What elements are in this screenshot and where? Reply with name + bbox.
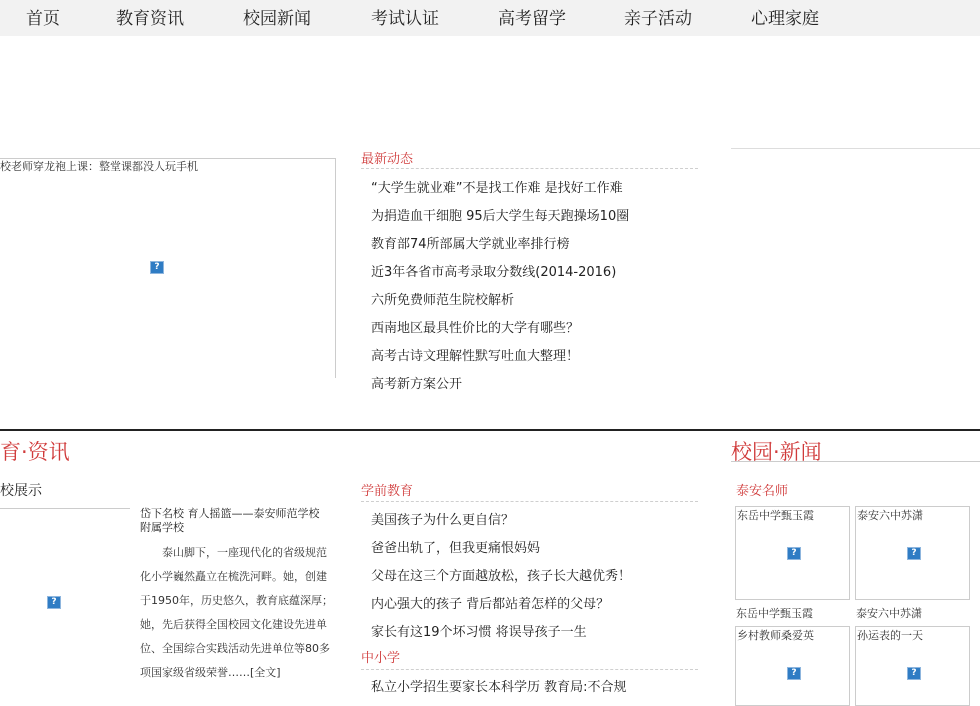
list-item[interactable]: 私立小学招生要家长本科学历 教育局:不合规	[371, 680, 627, 695]
school-showcase-title: 校展示	[0, 483, 42, 499]
latest-news-title: 最新动态	[361, 152, 414, 167]
top-nav	[0, 0, 980, 36]
primary-school-title[interactable]: 中小学	[361, 651, 401, 666]
divider	[361, 168, 698, 169]
section-divider	[0, 429, 980, 431]
broken-image-icon: ?	[907, 667, 921, 680]
list-item[interactable]: “大学生就业难”不是找工作难 是找好工作难	[371, 181, 623, 196]
teacher-photo[interactable]	[855, 626, 970, 706]
photo-caption[interactable]: 东岳中学甄玉霞	[736, 607, 813, 620]
divider	[0, 508, 130, 509]
list-item[interactable]: 美国孩子为什么更自信？	[371, 513, 515, 528]
list-item[interactable]: 为捐造血干细胞 95后大学生每天跑操场10圈	[371, 209, 630, 224]
list-item[interactable]: 六所免费师范生院校解析	[371, 293, 515, 308]
divider	[731, 148, 980, 149]
primary-school-list	[371, 674, 627, 702]
campus-news-title[interactable]: 校园·新闻	[731, 440, 822, 464]
list-item[interactable]: 高考新方案公开	[371, 377, 463, 392]
teacher-photo[interactable]	[735, 506, 850, 600]
broken-image-icon: ?	[787, 667, 801, 680]
feature-image-frame[interactable]	[0, 158, 336, 378]
list-item[interactable]: 教育部74所部属大学就业率排行榜	[371, 237, 570, 252]
photo-label: 孙运表的一天	[857, 629, 923, 642]
divider	[731, 461, 980, 462]
list-item[interactable]: 父母在这三个方面越放松，孩子长大越优秀！	[371, 569, 632, 584]
teacher-photo[interactable]	[735, 626, 850, 706]
broken-image-icon[interactable]: ?	[150, 261, 164, 274]
read-more-link[interactable]: [全文]	[250, 666, 281, 679]
list-item[interactable]: 近3年各省市高考录取分数线(2014-2016)	[371, 265, 617, 280]
nav-home[interactable]: 首页	[26, 9, 60, 29]
list-item[interactable]: 爸爸出轨了，但我更痛恨妈妈	[371, 541, 541, 556]
divider	[361, 501, 698, 502]
nav-campus-news[interactable]: 校园新闻	[243, 9, 311, 29]
list-item[interactable]: 高考古诗文理解性默写吐血大整理！	[371, 349, 580, 364]
preschool-list	[371, 507, 631, 647]
broken-image-icon: ?	[907, 547, 921, 560]
preschool-title[interactable]: 学前教育	[361, 484, 414, 499]
broken-image-icon: ?	[787, 547, 801, 560]
teacher-photo[interactable]	[855, 506, 970, 600]
divider	[361, 669, 698, 670]
photo-label: 泰安六中苏潇	[857, 509, 923, 522]
list-item[interactable]: 西南地区最具性价比的大学有哪些？	[371, 321, 580, 336]
nav-gaokao-abroad[interactable]: 高考留学	[498, 9, 566, 29]
photo-caption[interactable]: 泰安六中苏潇	[856, 607, 922, 620]
school-summary	[140, 541, 333, 685]
photo-label: 东岳中学甄玉霞	[737, 509, 814, 522]
nav-parent-child[interactable]: 亲子活动	[624, 9, 692, 29]
photo-label: 乡村教师桑爱英	[737, 629, 814, 642]
nav-edu-news[interactable]: 教育资讯	[116, 9, 184, 29]
broken-image-icon[interactable]: ?	[47, 596, 61, 609]
nav-psychology[interactable]: 心理家庭	[751, 9, 819, 29]
nav-exam[interactable]: 考试认证	[371, 9, 439, 29]
list-item[interactable]: 家长有这19个坏习惯 将误导孩子一生	[371, 625, 587, 640]
feature-caption[interactable]: 校老师穿龙袍上课：整堂课都没人玩手机	[0, 160, 198, 173]
school-title[interactable]: 岱下名校 育人摇篮——泰安师范学校附属学校	[140, 507, 320, 534]
latest-news-list	[371, 175, 629, 399]
famous-teachers-title[interactable]: 泰安名师	[736, 484, 789, 499]
school-summary-text: 泰山脚下，一座现代化的省级规范化小学巍然矗立在梳洗河畔。她，创建于1950年，历史悠久，教育底蕴深厚；她，先后获得全国校园文化建设先进单位、全国综合实践活动先进单位等80多项国家级省级荣誉……	[140, 546, 333, 679]
edu-news-title[interactable]: 育·资讯	[0, 440, 70, 464]
list-item[interactable]: 内心强大的孩子 背后都站着怎样的父母？	[371, 597, 610, 612]
